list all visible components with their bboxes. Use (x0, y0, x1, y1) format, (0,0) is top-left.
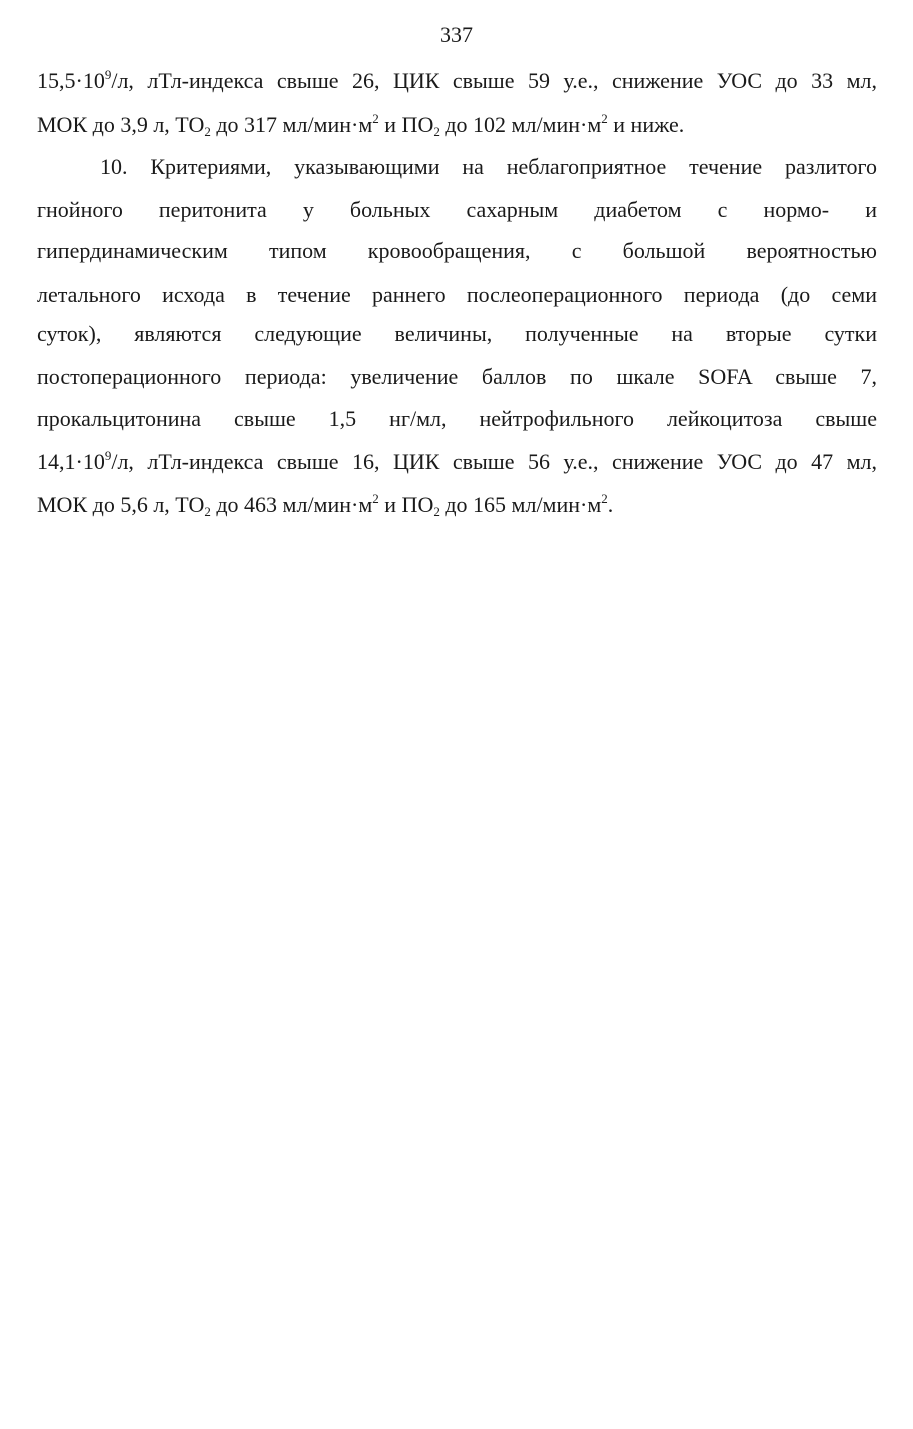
text-segment: и ниже. (607, 112, 685, 137)
text-line-2 (37, 110, 877, 140)
superscript: 2 (601, 491, 608, 506)
superscript: 2 (601, 111, 608, 126)
text-segment: до 317 мл/мин·м (210, 112, 373, 137)
text-segment: и ПО (378, 112, 434, 137)
superscript: 9 (104, 448, 112, 463)
text-segment: МОК до 3,9 л, ТО (37, 112, 205, 137)
superscript: 9 (104, 67, 112, 82)
text-line-1 (37, 66, 877, 96)
text-line-7: суток), являются следующие величины, полученные на вторые сутки (37, 321, 877, 346)
text-line-11 (37, 490, 877, 520)
text-segment: /л, лТл-индекса свыше 16, ЦИК свыше 56 у.е., снижение УОС до 47 мл, (111, 449, 877, 474)
text-segment: /л, лТл-индекса свыше 26, ЦИК свыше 59 у.е., снижение УОС до 33 мл, (111, 68, 877, 93)
superscript: 2 (372, 491, 379, 506)
page-number: 337 (440, 22, 473, 47)
subscript: 2 (433, 124, 440, 139)
text-line-6: летального исхода в течение раннего послеоперационного периода (до семи (37, 282, 877, 307)
superscript: 2 (372, 111, 379, 126)
text-segment: и ПО (378, 492, 434, 517)
subscript: 2 (204, 504, 211, 519)
text-segment: 15,5·10 (37, 68, 105, 93)
text-segment: до 463 мл/мин·м (210, 492, 373, 517)
text-line-4: гнойного перитонита у больных сахарным диабетом с нормо- и (37, 197, 877, 222)
text-segment: 14,1·10 (37, 449, 105, 474)
text-segment: до 165 мл/мин·м (439, 492, 602, 517)
text-segment: . (607, 492, 614, 517)
text-segment: до 102 мл/мин·м (439, 112, 602, 137)
text-segment: МОК до 5,6 л, ТО (37, 492, 205, 517)
text-line-8: постоперационного периода: увеличение баллов по шкале SOFA свыше 7, (37, 364, 877, 389)
subscript: 2 (433, 504, 440, 519)
text-line-3: 10. Критериями, указывающими на неблагоприятное течение разлитого (100, 154, 877, 179)
text-line-5: гипердинамическим типом кровообращения, с большой вероятностью (37, 238, 877, 263)
text-line-10 (37, 447, 877, 477)
text-line-9: прокальцитонина свыше 1,5 нг/мл, нейтрофильного лейкоцитоза свыше (37, 406, 877, 431)
subscript: 2 (204, 124, 211, 139)
